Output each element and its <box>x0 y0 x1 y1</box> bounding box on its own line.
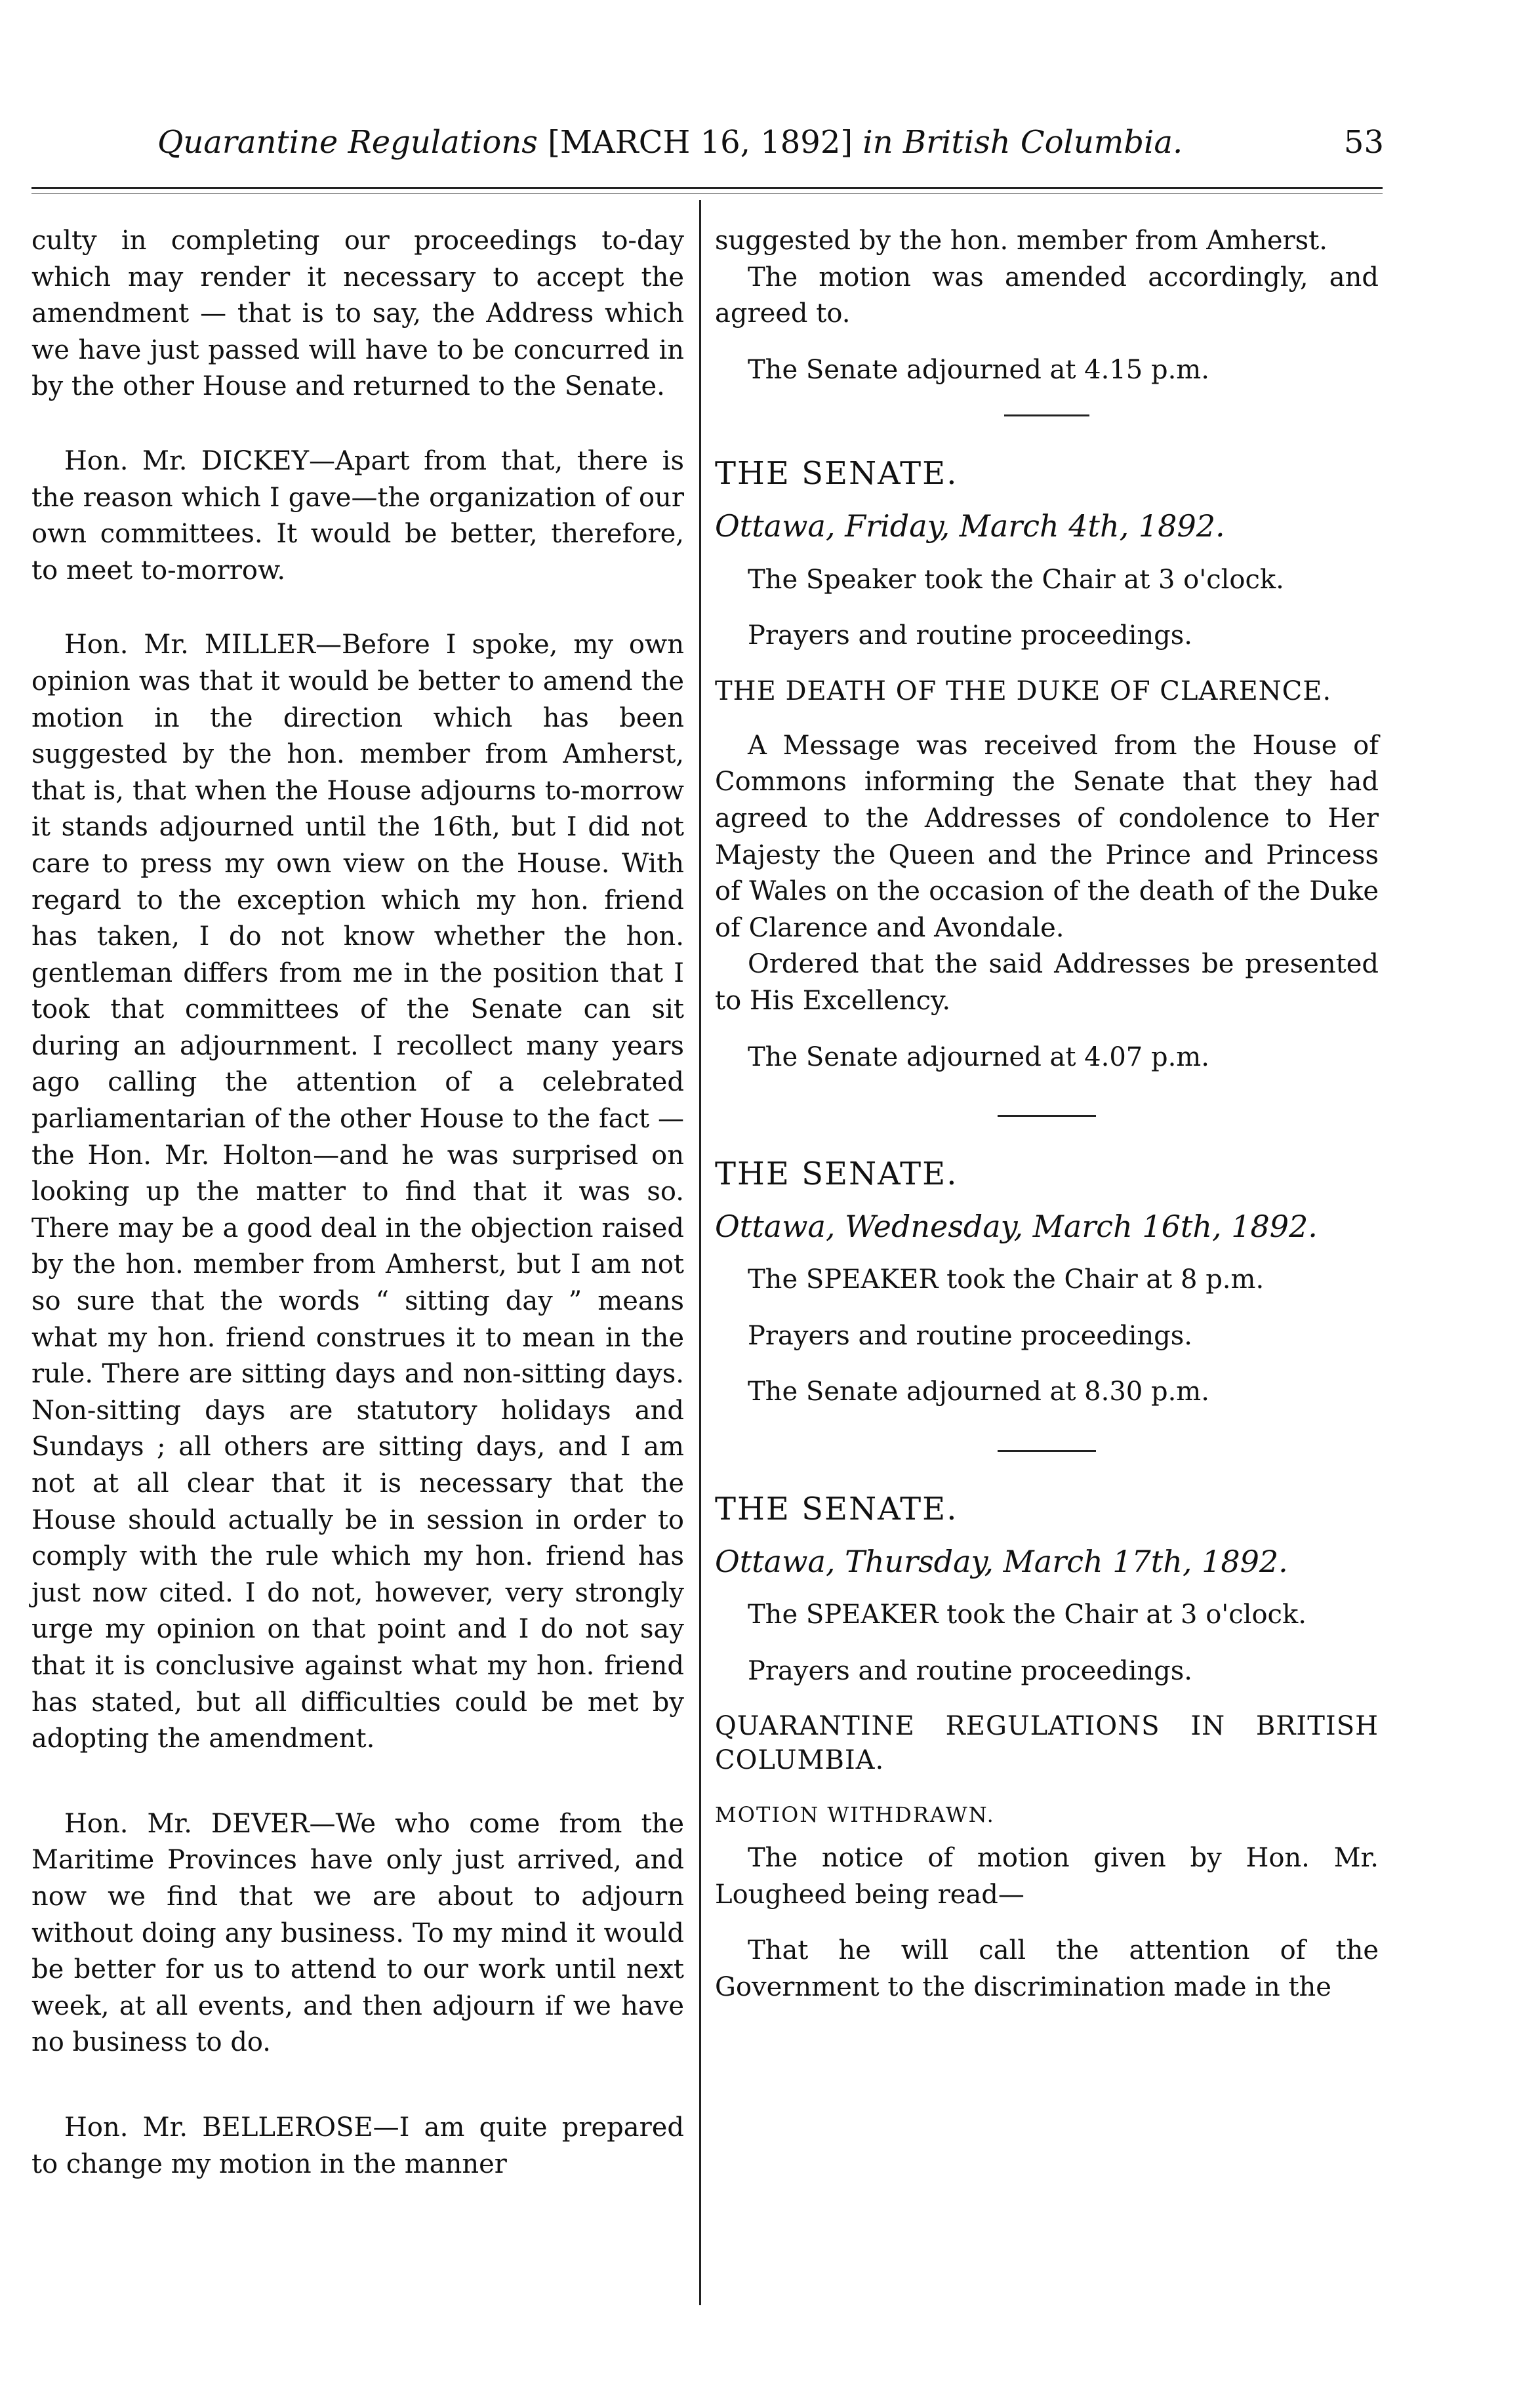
ordered-addresses: Ordered that the said Addresses be presented to His Excellency. <box>715 949 1379 1016</box>
subheading-duke-clarence: THE DEATH OF THE DUKE OF CLARENCE. <box>715 675 1332 706</box>
speech-bellerose: Hon. Mr. BELLEROSE—I am quite prepared to change my motion in the manner <box>31 2112 684 2179</box>
senate-heading-2: THE SENATE. <box>715 1156 958 1193</box>
senate-date-1: Ottawa, Friday, March 4th, 1892. <box>715 508 1225 544</box>
header-title-part1: Quarantine Regulations <box>157 124 538 161</box>
header-date: [MARCH 16, 1892] <box>548 124 853 161</box>
right-paragraph-1: suggested by the hon. member from Amherst. <box>715 226 1327 256</box>
section-separator <box>998 1115 1096 1117</box>
senate-date-3: Ottawa, Thursday, March 17th, 1892. <box>715 1543 1288 1579</box>
column-divider <box>699 200 701 2305</box>
section-separator <box>998 1450 1096 1452</box>
right-column <box>715 223 1379 2006</box>
notice-of-motion: The notice of motion given by Hon. Mr. Lougheed being read— <box>715 1843 1379 1910</box>
page-number: 53 <box>1343 124 1384 161</box>
speaker-chair-2: The SPEAKER took the Chair at 8 p.m. <box>748 1264 1265 1295</box>
motion-amended: The motion was amended accordingly, and agreed to. <box>715 262 1379 329</box>
subheading-quarantine: QUARANTINE REGULATIONS IN BRITISH COLUMBIA. <box>715 1711 1379 1776</box>
senate-heading-1: THE SENATE. <box>715 455 958 493</box>
speech-miller: Hon. Mr. MILLER—Before I spoke, my own opinion was that it would be better to amend the motion in the direction which has been suggested by the hon. member from Amherst, that is, that when the House adjourns to-morrow it stands adjourned until the 16th, but I did not care to press my own view on the House. With regard to the exception which my hon. friend has taken, I do not know whether the hon. gentleman differs from me in the position that I took that committees of the Senate can sit during an adjournment. I recollect many years ago calling the attention of a celebrated parliamentarian of the other House to the fact —the Hon. Mr. Holton—and he was surprised on looking up the matter to find that it was so. There may be a good deal in the objection raised by the hon. member from Amherst, but I am not so sure that the words “ sitting day ” means what my hon. friend construes it to mean in the rule. There are sitting days and non-sitting days. Non-sitting days are statutory holidays and Sundays ; all others are sitting days, and I am not at all clear that it is necessary that the House should actually be in session in order to comply with the rule which my hon. friend has just now cited. I do not, however, very strongly urge my opinion on that point and I do not say that it is conclusive against what my hon. friend has stated, but all difficulties could be met by adopting the amendment. <box>31 630 684 1754</box>
prayers-1: Prayers and routine proceedings. <box>748 620 1192 651</box>
section-separator <box>1004 414 1089 416</box>
prayers-3: Prayers and routine proceedings. <box>748 1655 1192 1686</box>
speaker-chair-3: The SPEAKER took the Chair at 3 o'clock. <box>748 1600 1307 1630</box>
adjourned-2: The Senate adjourned at 4.07 p.m. <box>748 1041 1209 1072</box>
senate-date-2: Ottawa, Wednesday, March 16th, 1892. <box>715 1208 1318 1244</box>
speech-dever: Hon. Mr. DEVER—We who come from the Maritime Provinces have only just arrived, and now we find that we are about to adjourn without doing any business. To my mind it would be better for us to attend to our work until next week, at all events, and then adjourn if we have no business to do. <box>31 1808 684 2058</box>
prayers-2: Prayers and routine proceedings. <box>748 1320 1192 1351</box>
running-header <box>157 113 1384 172</box>
speech-dickey: Hon. Mr. DICKEY—Apart from that, there is the reason which I gave—the organization of our own committees. It would be better, therefore, to meet to-morrow. <box>31 445 684 586</box>
left-paragraph-1: culty in completing our proceedings to-day which may render it necessary to accept the amendment — that is to say, the Address which we have just passed will have to be concurred in by the other House and returned to the Senate. <box>31 226 684 402</box>
header-rule <box>31 187 1383 189</box>
motion-withdrawn-label: MOTION WITHDRAWN. <box>715 1802 995 1828</box>
motion-text: That he will call the attention of the Government to the discrimination made in the <box>715 1935 1379 2002</box>
speaker-chair-1: The Speaker took the Chair at 3 o'clock. <box>748 564 1284 595</box>
adjourned-1: The Senate adjourned at 4.15 p.m. <box>748 354 1209 385</box>
senate-heading-3: THE SENATE. <box>715 1491 958 1528</box>
header-title <box>157 113 1183 172</box>
header-rule-thin <box>31 193 1383 194</box>
header-title-part3: in British Columbia. <box>862 124 1183 161</box>
left-column <box>31 223 684 2183</box>
message-received: A Message was received from the House of Commons informing the Senate that they had agreed to the Addresses of condolence to Her Majesty the Queen and the Prince and Princess of Wales on the occasion of the death of the Duke of Clarence and Avondale. <box>715 730 1379 943</box>
adjourned-3: The Senate adjourned at 8.30 p.m. <box>748 1377 1209 1407</box>
